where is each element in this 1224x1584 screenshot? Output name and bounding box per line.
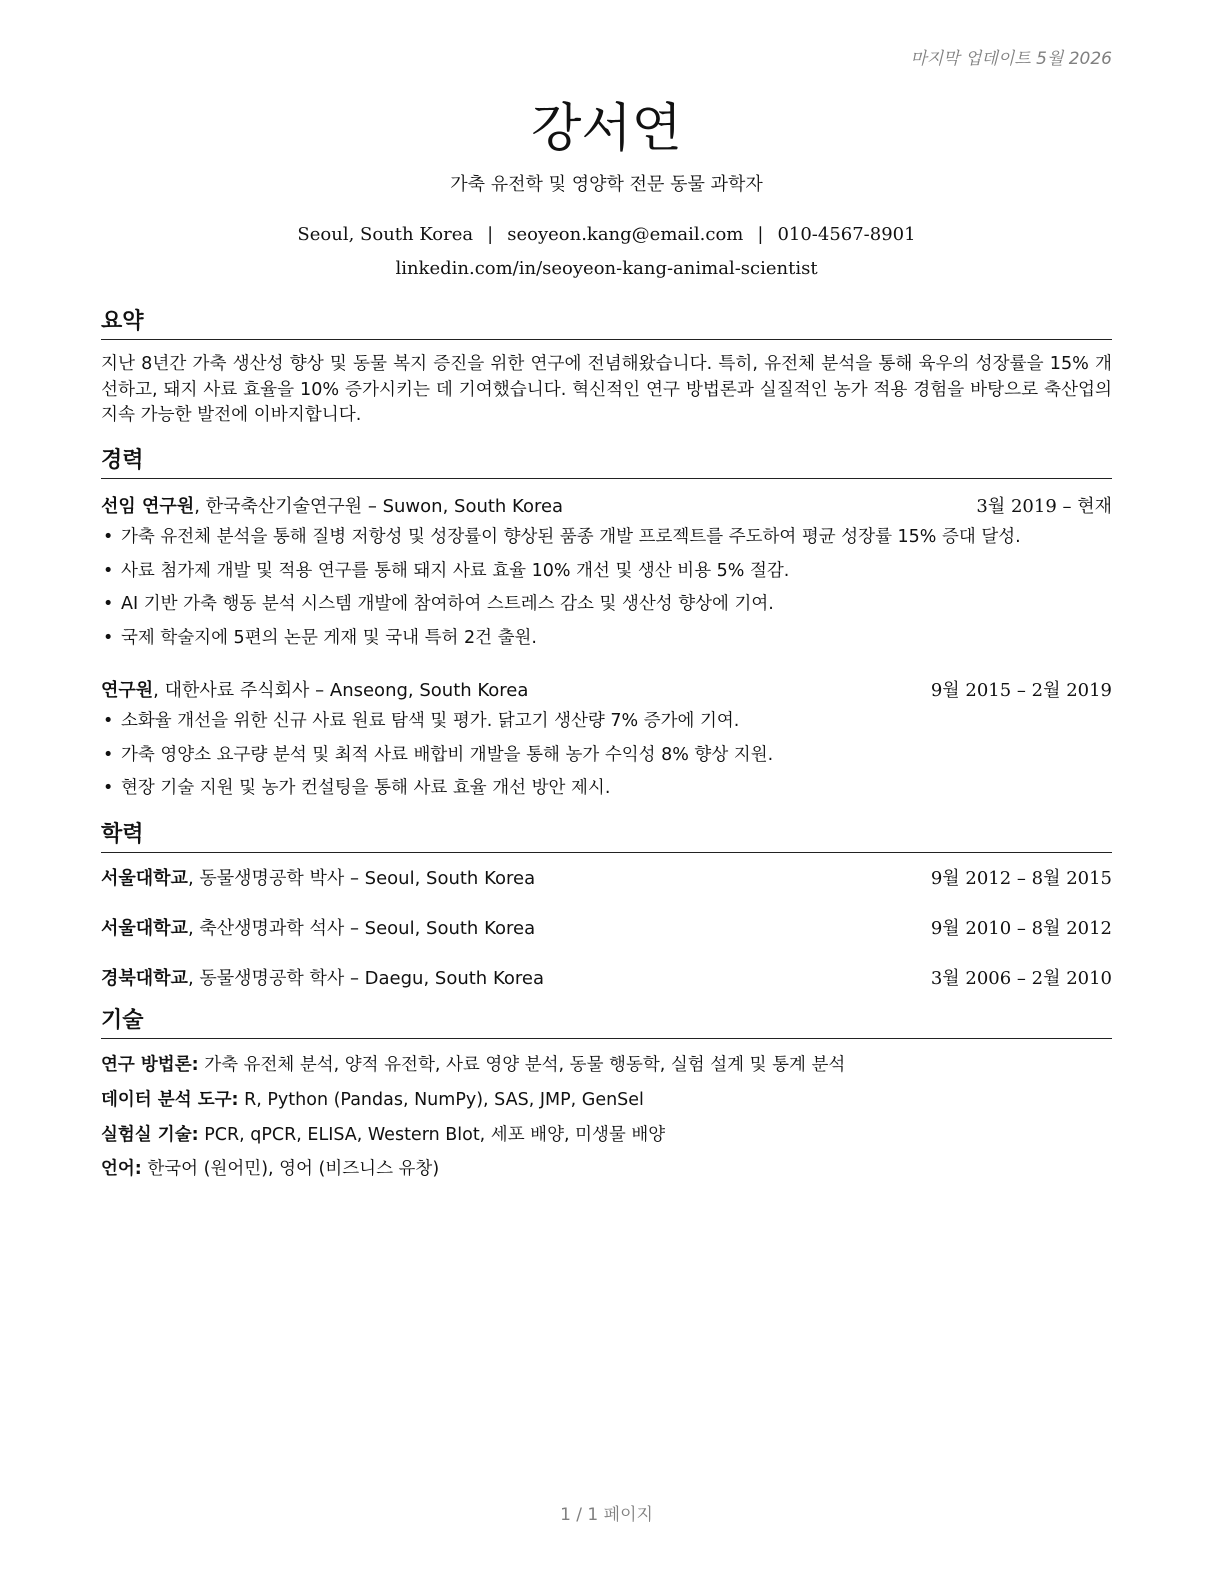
bullet-text: 현장 기술 지원 및 농가 컨설팅을 통해 사료 효율 개선 방안 제시. xyxy=(121,778,611,798)
education-date: 9월 2010 – 8월 2012 xyxy=(930,918,1112,939)
page-number: 1 / 1 페이지 xyxy=(560,1505,653,1525)
resume-page xyxy=(101,0,1112,1584)
bullet-icon: • xyxy=(103,627,114,648)
person-name: 강서연 xyxy=(531,99,682,159)
bullet-text: 소화율 개선을 위한 신규 사료 원료 탐색 및 평가. 닭고기 생산량 7% 증가에 기여. xyxy=(121,711,740,731)
bullet-icon: • xyxy=(103,527,114,547)
school-name: 경북대학교 xyxy=(101,968,188,989)
section-title-summary: 요약 xyxy=(101,307,1112,340)
separator: | xyxy=(757,224,764,245)
linkedin-link[interactable]: linkedin.com/in/seoyeon-kang-animal-scientist xyxy=(395,258,818,279)
bullet-icon: • xyxy=(103,744,114,765)
skill-value: PCR, qPCR, ELISA, Western Blot, 세포 배양, 미생물 배양 xyxy=(198,1125,666,1145)
job-role: 연구원 xyxy=(101,680,154,701)
phone: 010-4567-8901 xyxy=(777,224,916,245)
job-header xyxy=(101,494,1112,520)
skill-row xyxy=(101,1087,1112,1113)
bullet-text: 국제 학술지에 5편의 논문 게재 및 국내 특허 2건 출원. xyxy=(121,627,537,648)
school-name: 서울대학교 xyxy=(101,868,188,889)
section-title-skills: 기술 xyxy=(101,1006,1112,1039)
degree-detail: , 동물생명공학 학사 – Daegu, South Korea xyxy=(187,968,544,989)
job-date: 9월 2015 – 2월 2019 xyxy=(930,680,1112,701)
skill-row xyxy=(101,1122,1112,1148)
separator: | xyxy=(487,224,494,245)
bullet-icon: • xyxy=(103,594,114,614)
list-item xyxy=(101,591,1112,625)
skill-row xyxy=(101,1156,1112,1182)
email-link[interactable]: seoyeon.kang@email.com xyxy=(507,224,744,245)
bullet-icon: • xyxy=(103,778,114,798)
education-item xyxy=(101,966,1112,992)
skill-label: 실험실 기술: xyxy=(101,1125,199,1145)
section-title-experience: 경력 xyxy=(101,446,1112,479)
job-role: 선임 연구원 xyxy=(101,496,195,517)
job-org: , 대한사료 주식회사 – Anseong, South Korea xyxy=(153,680,529,701)
education-date: 3월 2006 – 2월 2010 xyxy=(930,968,1112,989)
skill-value: R, Python (Pandas, NumPy), SAS, JMP, GenSel xyxy=(238,1090,644,1110)
bullet-text: 가축 영양소 요구량 분석 및 최적 사료 배합비 개발을 통해 농가 수익성 8% 향상 지원. xyxy=(121,744,774,765)
job-date: 3월 2019 – 현재 xyxy=(976,496,1112,517)
school-name: 서울대학교 xyxy=(101,918,188,939)
skill-label: 데이터 분석 도구: xyxy=(101,1090,239,1110)
bullet-text: AI 기반 가축 행동 분석 시스템 개발에 참여하여 스트레스 감소 및 생산성 향상에 기여. xyxy=(121,594,774,614)
contact-line xyxy=(101,224,1112,245)
bullet-icon: • xyxy=(103,711,114,731)
list-item xyxy=(101,558,1112,592)
bullet-text: 사료 첨가제 개발 및 적용 연구를 통해 돼지 사료 효율 10% 개선 및 생산 비용 5% 절감. xyxy=(121,560,790,581)
job-bullets xyxy=(101,708,1112,809)
degree-detail: , 축산생명과학 석사 – Seoul, South Korea xyxy=(187,918,536,939)
list-item xyxy=(101,775,1112,809)
skill-value: 한국어 (원어민), 영어 (비즈니스 유창) xyxy=(141,1159,440,1179)
skill-value: 가축 유전체 분석, 양적 유전학, 사료 영양 분석, 동물 행동학, 실험 설계 및 통계 분석 xyxy=(198,1055,846,1075)
job-org: , 한국축산기술연구원 – Suwon, South Korea xyxy=(194,496,564,517)
job-header xyxy=(101,678,1112,704)
education-item xyxy=(101,866,1112,892)
location: Seoul, South Korea xyxy=(297,224,474,245)
education-date: 9월 2012 – 8월 2015 xyxy=(930,868,1112,889)
skill-label: 연구 방법론: xyxy=(101,1055,199,1075)
list-item xyxy=(101,524,1112,558)
degree-detail: , 동물생명공학 박사 – Seoul, South Korea xyxy=(187,868,536,889)
list-item xyxy=(101,625,1112,659)
education-item xyxy=(101,916,1112,942)
list-item xyxy=(101,742,1112,776)
last-updated: 마지막 업데이트 5월 2026 xyxy=(910,49,1112,69)
list-item xyxy=(101,708,1112,742)
summary-text: 지난 8년간 가축 생산성 향상 및 동물 복지 증진을 위한 연구에 전념해왔습니다. 특히, 유전체 분석을 통해 육우의 성장률을 15% 개선하고, 돼지 사료 효율을 10% 증가시키는 데 기여했습니다. 혁신적인 연구 방법론과 실질적인 농가 적용 경험을 바탕으로 축산업의 지속 가능한 발전에 이바지합니다. xyxy=(101,354,1112,425)
skill-label: 언어: xyxy=(101,1159,142,1179)
bullet-icon: • xyxy=(103,560,114,581)
section-title-education: 학력 xyxy=(101,820,1112,853)
job-bullets xyxy=(101,524,1112,658)
bullet-text: 가축 유전체 분석을 통해 질병 저항성 및 성장률이 향상된 품종 개발 프로젝트를 주도하여 평균 성장률 15% 증대 달성. xyxy=(121,527,1021,547)
headline: 가축 유전학 및 영양학 전문 동물 과학자 xyxy=(450,174,763,195)
skill-row xyxy=(101,1052,1112,1078)
